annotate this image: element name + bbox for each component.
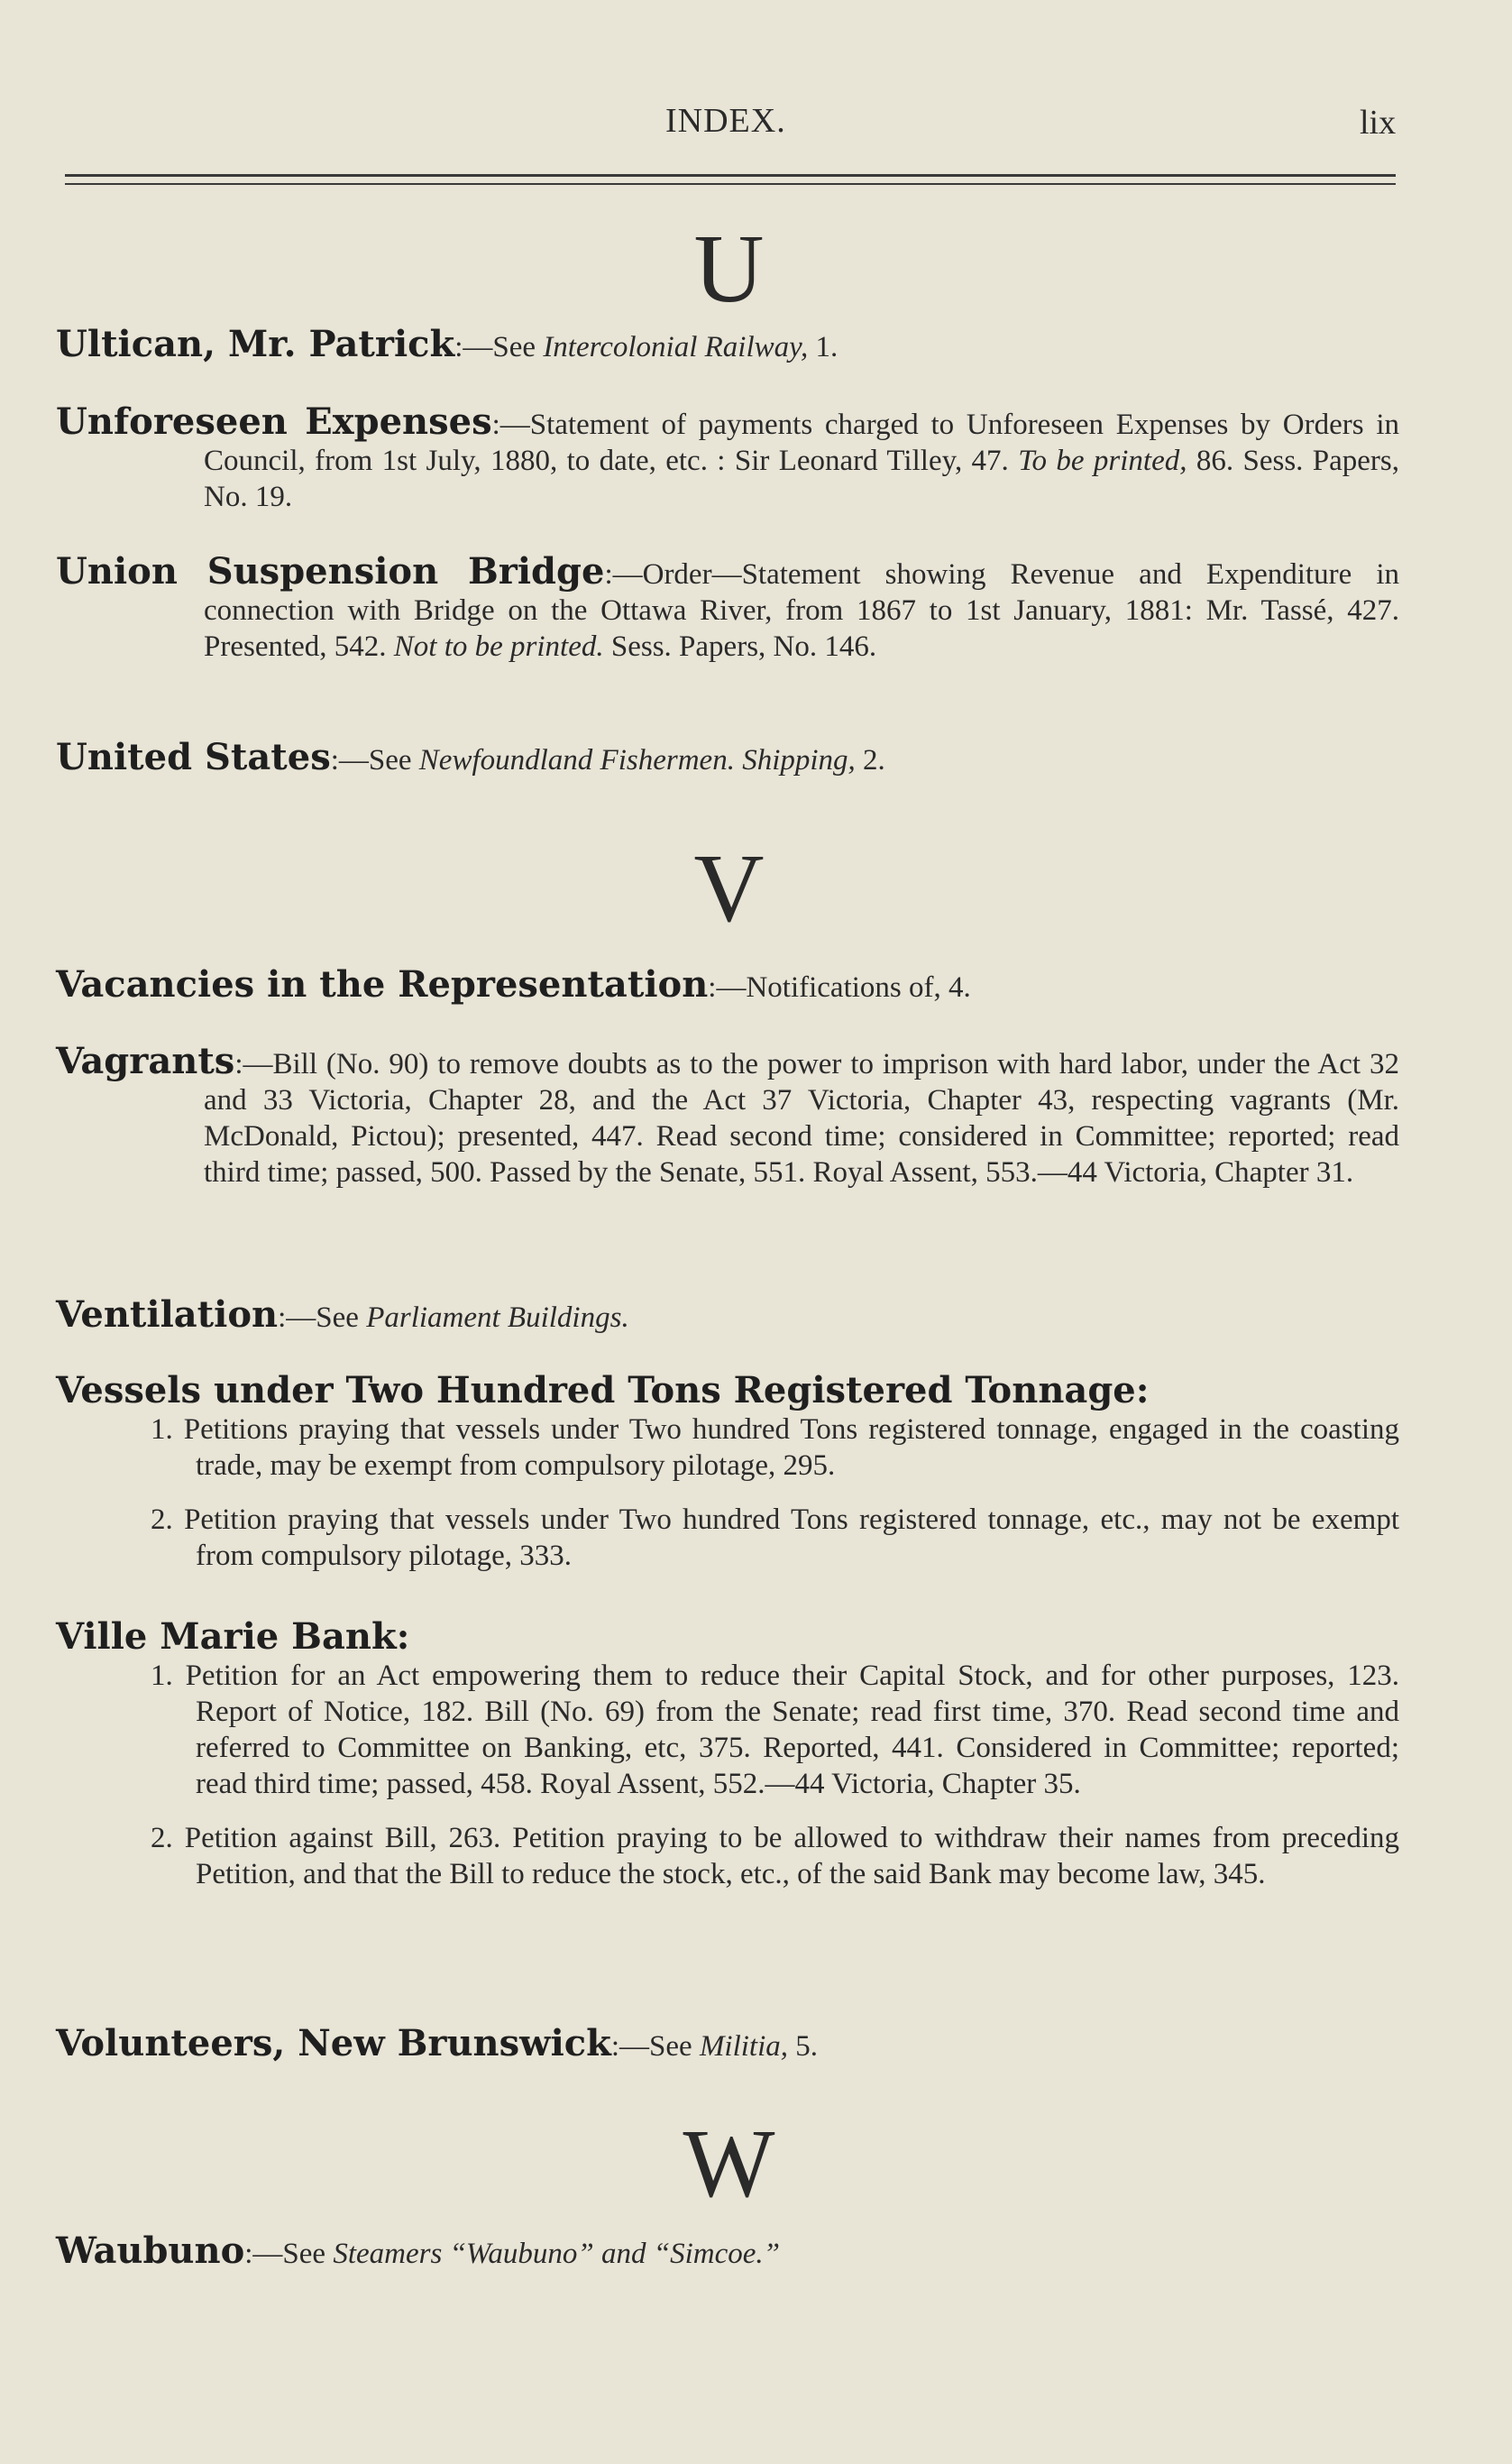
item-text: Petition for an Act empowering them to reduce their Capital Stock, and for other purposes, 123. Report of Notice, 182. Bill (No. 69) from the Senate; read first time, 370. Read second time and referred to Committee on Banking, etc, 375. Reported, 441. Considered in Committee; reported; read third time; passed, 458. Royal Assent, 552.—44 Victoria, Chapter 35. <box>185 1660 1399 1800</box>
entry-heading: Ultican, Mr. Patrick <box>56 323 455 365</box>
entry-body: :—Statement of payments charged to Unforeseen Expenses by Orders in Council, from 1st July, 1880, to date, etc. : Sir Leonard Tilley, 47. <box>204 409 1399 477</box>
entry-volunteers-text <box>56 2022 1399 2064</box>
entry-heading: Ville Marie Bank: <box>56 1615 410 1658</box>
entry-ville-marie-heading <box>56 1615 1399 1658</box>
entry-heading: Union Suspension Bridge <box>56 550 605 593</box>
list-item <box>56 1658 1399 1802</box>
cross-reference: Intercolonial Railway, <box>543 331 809 363</box>
entry-body: Sess. Papers, No. 146. <box>603 630 877 663</box>
cross-reference: Steamers “Waubuno” and “Simcoe.” <box>333 2238 780 2270</box>
entry-vagrants <box>56 1040 1399 1191</box>
entry-ultican <box>56 323 1399 365</box>
entry-body: 86. Sess. Papers, No. 19. <box>204 445 1400 513</box>
entry-body: :—Order—Statement showing Revenue and Expenditure in connection with Bridge on the Ottawa River, from 1867 to 1st January, 1881: Mr. Tassé, 427. Presented, 542. <box>204 558 1399 663</box>
list-item <box>56 1820 1399 1892</box>
entry-vacancies <box>56 963 1399 1006</box>
entry-italic: Not to be printed. <box>393 630 604 663</box>
running-title: INDEX. <box>665 102 786 140</box>
section-letter-v: V <box>693 835 765 942</box>
entry-union-text <box>56 550 1399 665</box>
entry-volunteers <box>56 2022 1399 2064</box>
entry-ventilation-text <box>56 1293 1399 1336</box>
item-text: Petitions praying that vessels under Two hundred Tons registered tonnage, engaged in the coasting trade, may be exempt from compulsory pilotage, 295. <box>183 1413 1400 1482</box>
entry-tail: 1. <box>808 331 838 363</box>
entry-ville-marie-bank <box>56 1615 1399 1892</box>
entry-unforeseen-text <box>56 400 1400 515</box>
page-number: lix <box>1360 104 1397 142</box>
entry-tail: 2. <box>855 744 885 777</box>
running-head <box>0 101 1512 146</box>
entry-heading: Vagrants <box>56 1040 235 1082</box>
cross-reference: Militia, <box>699 2030 789 2063</box>
entry-body: :—Notifications of, 4. <box>708 971 971 1004</box>
section-letter-u: U <box>693 216 765 323</box>
entry-united-text <box>56 736 1399 778</box>
cross-reference: Parliament Buildings. <box>366 1301 629 1334</box>
entry-heading: Ventilation <box>56 1293 279 1336</box>
item-number: 1. <box>151 1413 173 1446</box>
entry-see: :—See <box>454 331 544 363</box>
entry-see: :—See <box>244 2238 334 2270</box>
section-letter-w: W <box>683 2110 775 2218</box>
entry-body: :—Bill (No. 90) to remove doubts as to the power to imprison with hard labor, under the Act 32 and 33 Victoria, Chapter 28, and the Act 37 Victoria, Chapter 43, respecting vagrants (Mr. McDonald, Pictou); presented, 447. Read second time; considered in Committee; reported; read third time; passed, 500. Passed by the Senate, 551. Royal Assent, 553.—44 Victoria, Chapter 31. <box>204 1048 1399 1189</box>
list-item <box>56 1411 1399 1484</box>
item-text: Petition praying that vessels under Two hundred Tons registered tonnage, etc., may not be exempt from compulsory pilotage, 333. <box>184 1503 1400 1572</box>
item-number: 2. <box>151 1822 173 1854</box>
entry-waubuno <box>56 2230 1399 2272</box>
entry-space <box>735 744 742 777</box>
entry-ventilation <box>56 1293 1399 1336</box>
entry-vagrants-text <box>56 1040 1399 1191</box>
entry-tail: 5. <box>788 2030 819 2063</box>
entry-heading: Waubuno <box>56 2230 245 2272</box>
entry-see: :—See <box>330 744 419 777</box>
entry-vessels-heading <box>56 1369 1399 1411</box>
entry-vacancies-text <box>56 963 1399 1006</box>
entry-heading: United States <box>56 736 331 778</box>
entry-waubuno-text <box>56 2230 1399 2272</box>
entry-union-suspension-bridge <box>56 550 1399 665</box>
entry-heading: Volunteers, New Brunswick <box>56 2022 611 2064</box>
item-number: 2. <box>151 1503 173 1536</box>
entry-heading: Vacancies in the Representation <box>56 963 709 1006</box>
entry-heading: Unforeseen Expenses <box>56 400 492 443</box>
entry-italic: To be printed, <box>1018 445 1187 477</box>
entry-vessels <box>56 1369 1400 1574</box>
entry-see: :—See <box>610 2030 700 2063</box>
entry-see: :—See <box>278 1301 367 1334</box>
entry-heading: Vessels under Two Hundred Tons Registered Tonnage: <box>56 1369 1150 1411</box>
list-item <box>56 1502 1399 1574</box>
item-text: Petition against Bill, 263. Petition praying to be allowed to withdraw their names from preceding Petition, and that the Bill to reduce the stock, etc., of the said Bank may become law, 345. <box>184 1822 1399 1890</box>
cross-reference: Newfoundland Fishermen. <box>418 744 735 777</box>
entry-ultican-text <box>56 323 1399 365</box>
item-number: 1. <box>151 1660 173 1692</box>
entry-united-states <box>56 736 1399 778</box>
entry-unforeseen-expenses <box>56 400 1400 515</box>
cross-reference: Shipping, <box>742 744 856 777</box>
header-rule <box>65 174 1396 185</box>
